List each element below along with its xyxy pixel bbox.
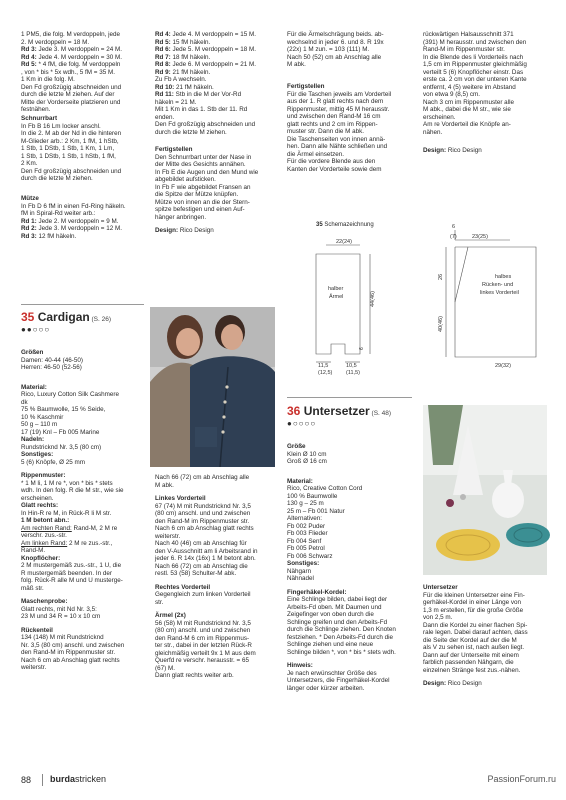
sleeve-small-label: 6 xyxy=(359,347,365,350)
text-line: 23 M und 34 R = 10 x 10 cm xyxy=(21,613,101,620)
text-line: Mitte der Vorderseite platzieren und xyxy=(21,98,121,106)
text-line: Am linken Rand: 2 M re zus.-str., xyxy=(21,539,113,547)
schema-title: 35 Schemazeichnung xyxy=(316,222,374,228)
subheading: Material: xyxy=(287,477,313,485)
text-line: In die Blende des li Vorderteils nach xyxy=(423,53,524,61)
fertig-text-3 xyxy=(287,91,412,174)
subheading: Ärmel (2x) xyxy=(155,612,186,619)
svg-text:29(32): 29(32) xyxy=(495,363,511,369)
text-line: verteilt 5 (6) Knopflöcher einstr. Das xyxy=(423,68,524,76)
text-line: Rd 3: 12 fM häkeln. xyxy=(21,232,77,240)
design-credit-4: Design: Rico Design xyxy=(423,147,482,154)
text-line: Rd 2: Jede 3. M verdoppeln = 12 M. xyxy=(21,225,122,232)
text-line: In Hin-R re M, in Rück-R li M str. xyxy=(21,509,112,517)
text-line: wdh. In den folg. R die M str., wie sie xyxy=(21,487,124,494)
text-line: 1 PM5, die folg. M verdoppeln, jede xyxy=(21,31,121,38)
text-line: (22x) 1 M zun. = 103 (111) M. xyxy=(287,46,370,53)
svg-text:(11,5): (11,5) xyxy=(346,370,360,376)
text-line: 1 Stb, 1 DStb, 1 Stb, 1 hStb, 1 fM, xyxy=(21,152,116,160)
text-line: Mütze von innen an die der Stern- xyxy=(155,198,250,206)
subheading: 1 M betont abn.: xyxy=(21,517,70,524)
text-line: Rd 6: Jede 5. M verdoppeln = 18 M. xyxy=(155,46,256,53)
svg-text:26: 26 xyxy=(438,273,444,280)
text-line: Fb 005 Petrol xyxy=(287,545,325,552)
text-line: Dann auf der Unterseite mit einem xyxy=(423,651,519,659)
text-line: folg. Rück-R alle M und U musterge- xyxy=(21,577,123,584)
page-footer xyxy=(0,768,566,800)
text-line: 2 Km. xyxy=(21,160,38,167)
page-number: 88 xyxy=(21,775,32,785)
text-line: weiterstr. xyxy=(21,664,47,671)
svg-text:11,5: 11,5 xyxy=(318,363,329,369)
text-line: 1 Stb, 1 DStb, 1 Stb, 1 Km, 1 Lm, xyxy=(21,145,115,152)
column-2-bottom xyxy=(155,474,278,680)
schnurrbart-text xyxy=(21,123,144,183)
svg-text:(12,5): (12,5) xyxy=(318,370,333,376)
text-line: Nähnadel xyxy=(287,575,314,582)
text-line: muster str. Dann die M abk. xyxy=(287,128,364,135)
text-line: restl. 53 (58) Schulter-M abk. xyxy=(155,570,237,577)
text-line: den Rand-M im Rippenmuster str. xyxy=(155,517,250,525)
text-line: dk xyxy=(21,398,28,406)
text-line: Nach 6 cm ab Anschlag glatt rechts xyxy=(155,525,254,532)
text-line: M abk. xyxy=(287,61,306,68)
text-line: Rd 7: 18 fM häkeln. xyxy=(155,53,211,61)
text-line: Rd 10: 21 fM häkeln. xyxy=(155,83,214,91)
svg-text:halbes: halbes xyxy=(495,274,512,280)
text-line: 17 (19) Knl – Fb 005 Marine xyxy=(21,428,100,436)
text-line: gerhäkel-Kordel in einer Länge von xyxy=(423,599,522,606)
text-line: Gegengleich zum linken Vorderteil xyxy=(155,591,251,598)
coaster-photo xyxy=(423,405,547,575)
text-line: Nach 3 cm im Rippenmuster alle xyxy=(423,98,514,106)
sleeve-inner-label-1: halber xyxy=(328,286,344,292)
text-line: 2 M mustergemäß zus.-str., 1 U, die xyxy=(21,562,122,569)
fertig-section-2 xyxy=(155,146,278,235)
text-line: erscheinen. xyxy=(21,494,54,502)
text-line: Schlinge greifen und den Arbeits-Fd xyxy=(287,618,388,626)
svg-text:6: 6 xyxy=(452,224,456,230)
text-line: Nähgarn xyxy=(287,567,312,575)
text-line: Für die Ärmelschrägung beids. ab- xyxy=(287,31,384,38)
magazine-name: burdastricken xyxy=(50,774,107,784)
text-line: Fb 004 Senf xyxy=(287,537,322,545)
sleeve-shape xyxy=(316,254,360,354)
text-line: der Mitte des Gesichts annähen. xyxy=(155,161,246,168)
text-line: In Fb B 16 Lm locker anschl. xyxy=(21,122,101,130)
design-credit-2: Design: Rico Design xyxy=(155,227,214,234)
text-line: Den Schnurrbart unter der Nase in xyxy=(155,153,252,161)
subheading: Material: xyxy=(21,383,47,391)
text-line: entfernt, 4 (5) weitere im Abstand xyxy=(423,83,516,91)
text-line: durch die Schlinge ziehen. Den Knoten xyxy=(287,626,396,633)
text-line: gleichmäßig verteilt 9x 1 M aus dem xyxy=(155,649,256,657)
text-line: M abk. xyxy=(155,481,174,489)
text-line: Rd 5: 15 fM häkeln. xyxy=(155,38,211,46)
text-line: Fb 002 Puder xyxy=(287,522,326,530)
subheading: Nadeln: xyxy=(21,436,45,443)
text-line: von 2,5 m. xyxy=(423,614,453,621)
text-line: rale legen. Dabei darauf achten, dass xyxy=(423,629,528,636)
text-line: Schlinge bilden *, von * bis * stets wdh. xyxy=(287,648,396,656)
text-line: hänger anbringen. xyxy=(155,213,207,221)
text-line: Rd 5: * 4 fM, die folg. M verdoppeln xyxy=(21,61,121,68)
text-line: Rico, Creative Cotton Cord xyxy=(287,485,363,492)
subheading: Hinweis: xyxy=(287,662,313,669)
subheading: Sonstiges: xyxy=(21,451,54,458)
sleeve-top-label: 22(24) xyxy=(336,239,352,245)
watermark: PassionForum.ru xyxy=(487,774,556,784)
text-line: Nach 66 (72) cm ab Anschlag die xyxy=(155,562,248,570)
text-line: die Spitze der Mütze knüpfen. xyxy=(155,191,239,198)
text-line: länger oder kürzer arbeiten. xyxy=(287,684,365,692)
body-shape xyxy=(455,247,536,357)
sleeve-side-label: 44(46) xyxy=(370,291,376,307)
text-line: Rand-M. xyxy=(21,547,46,554)
text-line: Den Fd großzügig abschneiden und xyxy=(155,121,256,128)
text-line: Nach 40 (46) cm ab Anschlag für xyxy=(155,540,247,547)
text-line: 56 (58) M mit Rundstricknd Nr. 3,5 xyxy=(155,619,251,627)
sec35-title: 35 Cardigan (S. 26) xyxy=(21,310,112,324)
fertig-heading-2: Fertigstellen xyxy=(155,146,193,153)
sleeve-inner-label-2: Ärmel xyxy=(329,294,344,300)
svg-text:(7): (7) xyxy=(450,234,457,240)
text-line: jeder 6. R 14x (16x) 1 M betont abn. xyxy=(155,555,256,562)
column-3-bottom xyxy=(287,437,412,692)
text-line: Klein Ø 10 cm xyxy=(287,450,327,458)
fertig-section-3 xyxy=(287,83,412,173)
column-3-top xyxy=(287,31,412,69)
spacer xyxy=(287,466,412,472)
svg-text:23(25): 23(25) xyxy=(472,234,488,240)
text-line: 5 (6) Knöpfe, Ø 25 mm xyxy=(21,458,86,466)
text-line: als V zu sehen ist, nach außen liegt. xyxy=(423,644,525,651)
text-line: Rd 1: Jede 2. M verdoppeln = 9 M. xyxy=(21,217,119,225)
text-line: 75 % Baumwolle, 15 % Seide, xyxy=(21,406,106,413)
subheading: Untersetzer xyxy=(423,584,458,591)
cardigan-photo xyxy=(150,307,275,467)
fertig-heading-3: Fertigstellen xyxy=(287,83,325,90)
spacer xyxy=(21,372,144,378)
text-line: Rd 8: Jede 6. M verdoppeln = 21 M. xyxy=(155,61,256,68)
subheading: Rechtes Vorderteil xyxy=(155,583,211,591)
sec36-title: 36 Untersetzer (S. 48) xyxy=(287,404,392,418)
text-line: Herren: 46-50 (52-56) xyxy=(21,364,82,371)
text-line: In Fb D 6 fM in einen Fd-Ring häkeln. xyxy=(21,202,126,210)
text-line: (67) M. xyxy=(155,664,175,672)
text-line: den V-Ausschnitt am li Arbeitsrand in xyxy=(155,547,258,555)
schnurrbart-heading: Schnurrbart xyxy=(21,115,58,122)
sec35-rule xyxy=(21,304,144,305)
text-line: hen. Dann alle Nähte schließen und xyxy=(287,143,388,150)
text-line: Rundstricknd Nr. 3,5 (80 cm) xyxy=(21,443,102,451)
text-line: enden. xyxy=(155,113,175,121)
text-line: durch die letzte M ziehen. xyxy=(155,128,227,136)
text-line: festziehen. * Den Arbeits-Fd durch die xyxy=(287,633,394,641)
text-line: und zwischen den Rand-M 16 cm xyxy=(287,113,381,120)
subheading: Maschenprobe: xyxy=(21,598,68,605)
text-line: 10 % Kaschmir xyxy=(21,413,64,421)
text-line: einzelnen Stränge fest zus.-nähen. xyxy=(423,666,521,674)
text-line: Je nach erwünschter Größe des xyxy=(287,669,377,677)
text-line: Dann glatt rechts weiter arb. xyxy=(155,672,234,679)
text-line: Fb 003 Flieder xyxy=(287,530,328,537)
text-line: 50 g – 110 m xyxy=(21,421,58,428)
svg-text:linkes Vorderteil: linkes Vorderteil xyxy=(480,290,519,296)
text-line: Rd 11: Stb in die M der Vor-Rd xyxy=(155,91,242,98)
text-line: ter str., dabei in der letzten Rück-R xyxy=(155,642,252,649)
muetze-section xyxy=(21,195,144,240)
text-line: den Rand-M 6 cm im Rippenmus- xyxy=(155,634,250,642)
schnurrbart-section xyxy=(21,115,144,183)
text-line: Für die Taschen jeweils am Vorderteil xyxy=(287,90,392,98)
text-line: Dann die Kordel zu einer flachen Spi- xyxy=(423,621,528,629)
text-line: Querfd re verschr. herausstr. = 65 xyxy=(155,657,249,664)
text-line: Zeigefinger von oben durch die xyxy=(287,611,374,618)
text-line: Design: Rico Design xyxy=(423,680,482,687)
text-line: Den Fd großzügig abschneiden und xyxy=(21,167,122,175)
text-line: 134 (148) M mit Rundstricknd xyxy=(21,634,104,641)
text-line: die Ärmel einsetzen. xyxy=(287,150,345,158)
text-line: häkeln = 21 M. xyxy=(155,98,197,106)
text-line: 100 % Baumwolle xyxy=(287,492,338,500)
text-line: den Rand-M im Rippenmuster str. xyxy=(21,649,116,656)
text-line: Eine Schlinge bilden, dabei liegt der xyxy=(287,596,388,603)
text-line: 130 g – 25 m xyxy=(287,500,324,507)
text-line: In Fb E die Augen und den Mund wie xyxy=(155,168,259,176)
column-1-top xyxy=(21,31,144,114)
text-line: Am re Vorderteil die Knöpfe an- xyxy=(423,121,511,128)
svg-text:Rücken- und: Rücken- und xyxy=(482,282,514,288)
subheading: Größen xyxy=(21,349,44,356)
sec36-difficulty: ●○○○○ xyxy=(287,419,317,428)
text-line: Nach 50 (52) cm ab Anschlag alle xyxy=(287,53,382,61)
text-line: durch die letzte M ziehen. xyxy=(21,175,93,182)
text-line: In die 2. M ab der Nd in die hinteren xyxy=(21,130,122,137)
text-line: Untersetzers, die Fingerhäkel-Kordel xyxy=(287,677,390,684)
text-line: , von * bis * 5x wdh., 5 fM = 35 M. xyxy=(21,68,115,76)
text-line: M abk., dabei die M str., wie sie xyxy=(423,106,511,113)
muetze-heading: Mütze xyxy=(21,195,39,202)
text-line: Groß Ø 16 cm xyxy=(287,458,327,465)
text-line: Schlinge ziehen und eine neue xyxy=(287,641,374,648)
text-line: aus der 1. R glatt rechts nach dem xyxy=(287,98,384,105)
text-line: Nr. 3,5 (80 cm) anschl. und zwischen xyxy=(21,641,125,649)
svg-text:40(46): 40(46) xyxy=(438,316,444,332)
text-line: Alternativen: xyxy=(287,515,323,522)
footer-divider xyxy=(42,774,43,786)
subheading: Rückenteil xyxy=(21,626,53,634)
text-line: Mit 1 Km in das 1. Stb der 11. Rd xyxy=(155,106,248,113)
text-line: In Fb F wie abgebildet Fransen an xyxy=(155,183,251,191)
text-line: durch die letzte M ziehen. Auf der xyxy=(21,91,115,98)
column-4-top xyxy=(423,31,547,136)
text-line: mäß str. xyxy=(21,584,44,592)
text-line: Die Taschenseiten von innen annä- xyxy=(287,135,386,143)
svg-text:10,5: 10,5 xyxy=(346,363,357,369)
subheading: Fingerhäkel-Kordel: xyxy=(287,588,347,596)
text-line: Rippenmuster, mittig 45 M herausstr. xyxy=(287,105,390,113)
text-line: rückwärtigen Halsausschnitt 371 xyxy=(423,31,514,38)
text-line: nähen. xyxy=(423,128,443,136)
text-line: Zu Fb A wechseln. xyxy=(155,76,207,83)
text-line: verschr. zus.-str. xyxy=(21,532,67,539)
sec36-rule xyxy=(287,397,412,398)
text-line: glatt rechts und 2 cm im Rippen- xyxy=(287,120,378,128)
fertig-text-2 xyxy=(155,154,278,222)
text-line: Rico, Luxury Cotton Silk Cashmere xyxy=(21,391,119,398)
text-line: Rand-M im Rippenmuster str. xyxy=(423,46,505,53)
text-line: Glatt rechts, mit Nd Nr. 3,5: xyxy=(21,605,97,613)
text-line: Für die vordere Blende aus den xyxy=(287,158,376,165)
text-line: Für die kleinen Untersetzer eine Fin- xyxy=(423,591,525,599)
subheading: Knopflöcher: xyxy=(21,554,61,562)
subheading: Rippenmuster: xyxy=(21,472,66,479)
text-line: Kanten der Vorderteile sowie dem xyxy=(287,165,382,173)
text-line: Den Fd großzügig abschneiden und xyxy=(21,83,122,91)
text-line: Nach 6 cm ab Anschlag glatt rechts xyxy=(21,656,120,664)
text-line: Rd 4: Jede 4. M verdoppeln = 30 M. xyxy=(21,53,122,61)
text-line: 1,3 m erstellen, für die große Größe xyxy=(423,606,524,614)
subheading: Größe xyxy=(287,443,306,450)
text-line: die Seite der Kordel auf der die M xyxy=(423,636,517,644)
text-line: 1 Km in die folg. M. xyxy=(21,76,75,83)
text-line: (80 cm) anschl. und und zwischen xyxy=(155,510,251,517)
text-line: festnähen. xyxy=(21,106,51,113)
subheading: Linkes Vorderteil xyxy=(155,495,206,502)
text-line: Fb 006 Schwarz xyxy=(287,552,333,560)
text-line: str. xyxy=(155,598,164,606)
text-line: 1,5 cm im Rippenmuster gleichmäßig xyxy=(423,61,527,68)
text-line: Arbeits-Fd oben. Mit Daumen und xyxy=(287,603,382,611)
subheading: Sonstiges: xyxy=(287,560,320,567)
text-line: Nach 66 (72) cm ab Anschlag alle xyxy=(155,474,250,481)
column-4-bottom xyxy=(423,584,547,688)
text-line: fM in Spiral-Rd weiter arb.: xyxy=(21,210,96,217)
text-line: (80 cm) anschl. und und zwischen xyxy=(155,627,251,634)
text-line: erscheinen. xyxy=(423,113,456,121)
sec35-difficulty: ●●○○○ xyxy=(21,325,51,334)
text-line: von etwa 9 (8,5) cm. xyxy=(423,91,481,98)
text-line: R mustergemäß beenden. In der xyxy=(21,569,113,577)
text-line: Rd 4: Jede 4. M verdoppeln = 15 M. xyxy=(155,31,256,38)
text-line: 67 (74) M mit Rundstricknd Nr. 3,5 xyxy=(155,502,251,510)
text-line: 2. M verdoppeln = 18 M. xyxy=(21,38,90,46)
text-line: 25 m – Fb 001 Natur xyxy=(287,507,345,515)
text-line: weiterstr. xyxy=(155,532,181,540)
text-line: erste ca. 2 cm von der unteren Kante xyxy=(423,76,527,83)
text-line: wechselnd in jeder 6. und 8. R 19x xyxy=(287,38,384,46)
muetze-text xyxy=(21,203,144,241)
text-line: Damen: 40-44 (46-50) xyxy=(21,356,83,364)
text-line: Rd 3: Jede 3. M verdoppeln = 24 M. xyxy=(21,46,122,53)
column-1-bottom xyxy=(21,343,144,672)
text-line: M-Glieder arb.: 2 Km, 1 fM, 1 hStb, xyxy=(21,137,119,145)
text-line: Am rechten Rand: Rand-M, 2 M re xyxy=(21,524,118,532)
text-line: abgebildet aufsticken. xyxy=(155,176,216,183)
text-line: Rd 9: 21 fM häkeln. xyxy=(155,68,211,76)
column-2-top xyxy=(155,31,278,136)
text-line: spitze befestigen und einen Auf- xyxy=(155,206,245,213)
subheading: Glatt rechts: xyxy=(21,502,59,509)
text-line: farblich passenden Nähgarn, die xyxy=(423,659,514,666)
text-line: * 1 M li, 1 M re *, von * bis * stets xyxy=(21,479,113,487)
text-line: (391) M herausstr. und zwischen den xyxy=(423,38,527,46)
